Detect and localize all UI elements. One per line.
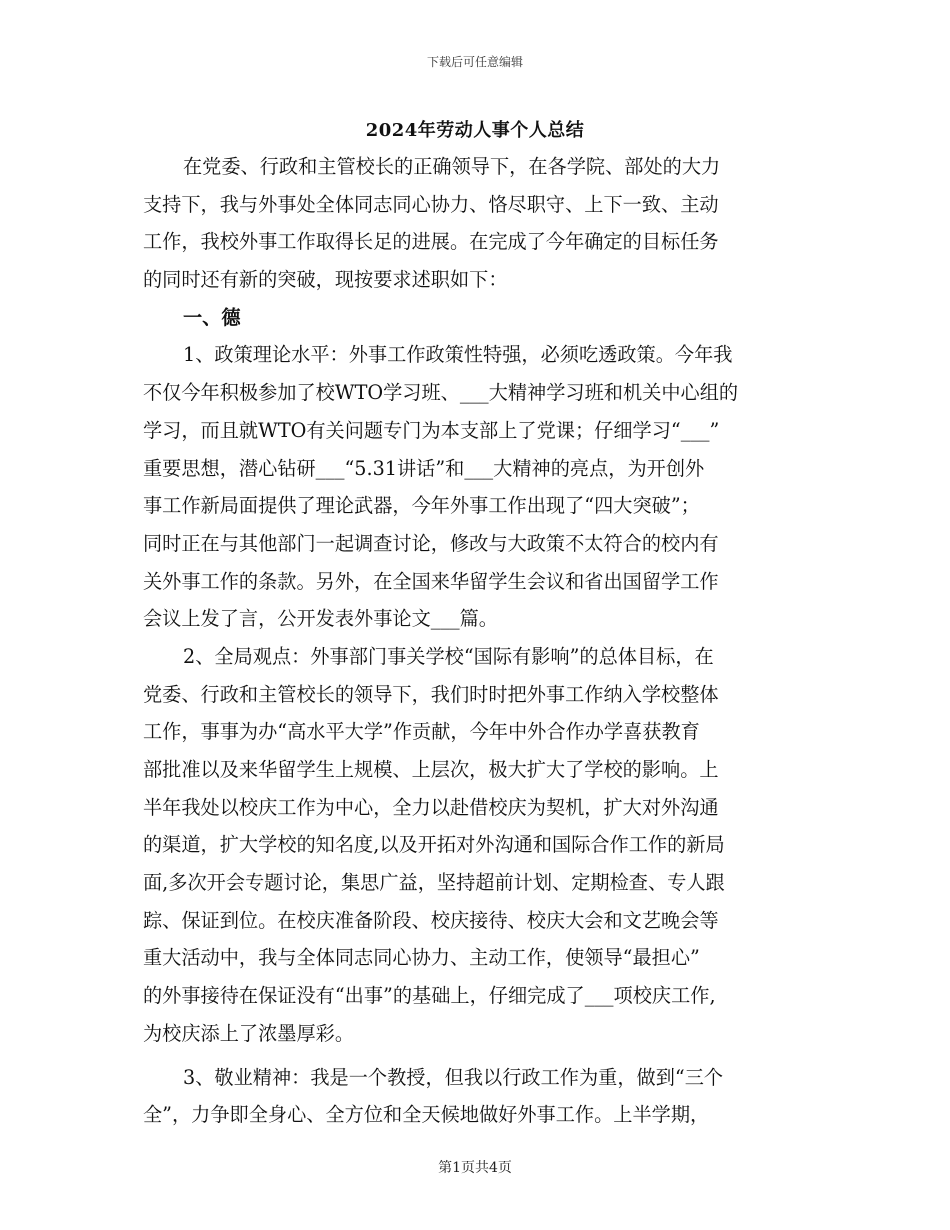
paragraph-line: 支持下，我与外事处全体同志同心协力、恪尽职守、上下一致、主动 [143, 192, 719, 216]
paragraph-line: 的同时还有新的突破，现按要求述职如下： [143, 268, 508, 292]
paragraph-line: 3、敬业精神：我是一个教授，但我以行政工作为重，做到“三个 [183, 1065, 724, 1089]
paragraph-line: 在党委、行政和主管校长的正确领导下，在各学院、部处的大力 [183, 155, 721, 178]
paragraph-line: 1、政策理论水平：外事工作政策性特强，必须吃透政策。今年我 [183, 343, 733, 367]
paragraph-line: 的外事接待在保证没有“出事”的基础上，仔细完成了___项校庆工作, [143, 984, 716, 1008]
paragraph-line: 部批准以及来华留学生上规模、上层次，极大扩大了学校的影响。上 [143, 758, 719, 781]
paragraph-line: 的渠道，扩大学校的知名度,以及开拓对外沟通和国际合作工作的新局 [143, 833, 725, 857]
paragraph-line: 同时正在与其他部门一起调查讨论，修改与大政策不太符合的校内有 [143, 531, 719, 555]
section-heading: 一、德 [183, 305, 241, 329]
paragraph-line: 关外事工作的条款。另外，在全国来华留学生会议和省出国留学工作 [143, 569, 719, 593]
document-title: 2024年劳动人事个人总结 [365, 120, 585, 141]
paragraph-line: 重要思想，潜心钻研___“5.31讲话”和___大精神的亮点，为开创外 [143, 456, 705, 480]
paragraph-line: 党委、行政和主管校长的领导下，我们时时把外事工作纳入学校整体 [143, 682, 719, 706]
paragraph-line: 半年我处以校庆工作为中心，全力以赴借校庆为契机，扩大对外沟通 [143, 795, 719, 819]
paragraph-line: 为校庆添上了浓墨厚彩。 [143, 1021, 355, 1045]
paragraph-line: 事工作新局面提供了理论武器，今年外事工作出现了“四大突破”； [143, 494, 700, 518]
paragraph-line: 重大活动中，我与全体同志同心协力、主动工作，使领导“最担心” [143, 946, 700, 970]
header-note: 下载后可任意编辑 [426, 55, 523, 69]
paragraph-line: 学习，而且就WTO有关问题专门为本支部上了党课；仔细学习“___” [143, 418, 720, 442]
paragraph-line: 全”，力争即全身心、全方位和全天候地做好外事工作。上半学期， [143, 1103, 710, 1127]
paragraph-line: 不仅今年积极参加了校WTO学习班、___大精神学习班和机关中心组的 [143, 381, 739, 405]
paragraph-line: 会议上发了言，公开发表外事论文___篇。 [143, 607, 498, 631]
paragraph-line: 工作，事事为办“高水平大学”作贡献，今年中外合作办学喜获教育 [143, 720, 700, 744]
document-body [143, 148, 811, 1134]
paragraph-line: 2、全局观点：外事部门事关学校“国际有影响”的总体目标，在 [183, 644, 714, 668]
paragraph-line: 踪、保证到位。在校庆准备阶段、校庆接待、校庆大会和文艺晚会等 [143, 908, 719, 932]
paragraph-line: 工作，我校外事工作取得长足的进展。在完成了今年确定的目标任务 [143, 230, 719, 254]
paragraph-line: 面,多次开会专题讨论，集思广益，坚持超前计划、定期检查、专人跟 [143, 871, 725, 895]
page-footer: 第1页共4页 [438, 1160, 512, 1176]
